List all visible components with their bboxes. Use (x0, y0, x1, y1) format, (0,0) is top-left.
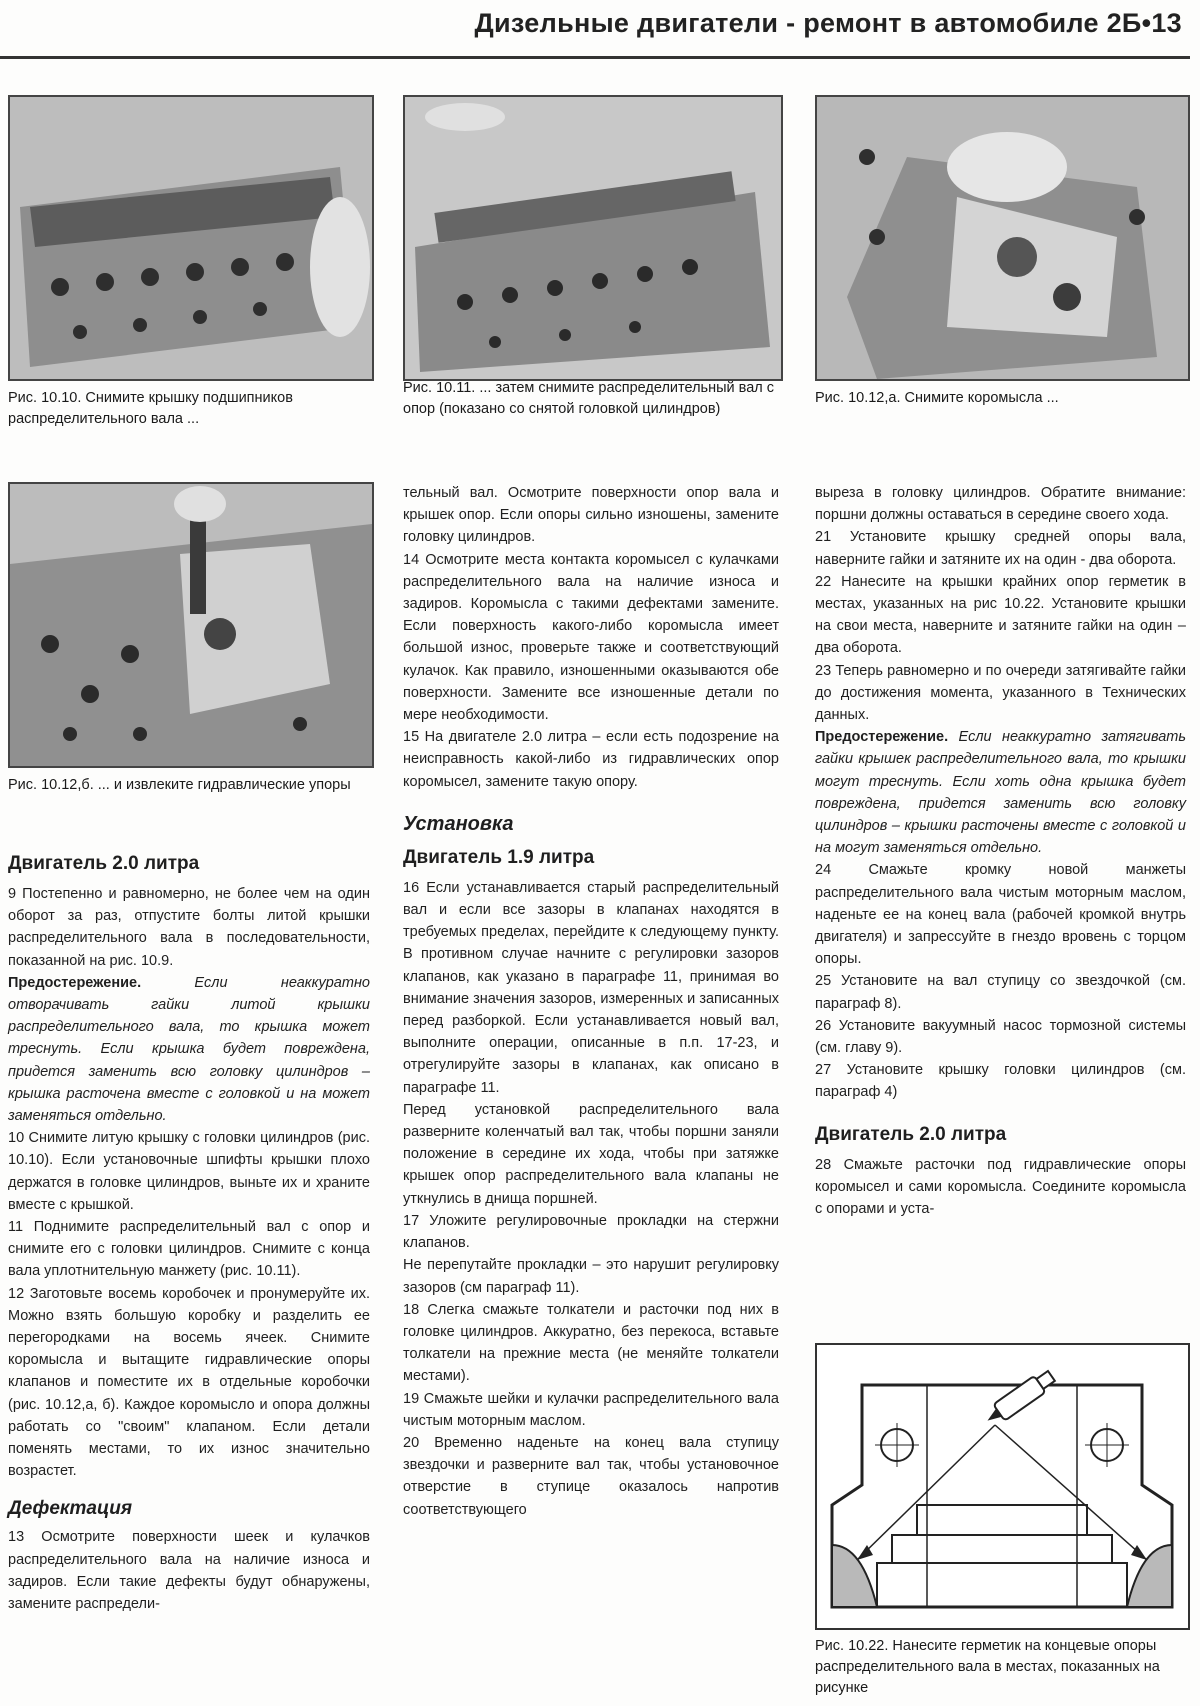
paragraph-16b: Перед установкой распределительного вала разверните коленчатый вал так, чтобы поршни заняли положение в середине их хода, чтобы при затяжке крышек опор распределительного вала клапаны не уткнулись в днища поршней. (403, 1101, 779, 1207)
paragraph-23: 23 Теперь равномерно и по очереди затягивайте гайки до достижения момента, указанного в Технических данных. (815, 662, 1186, 724)
text-column-2 (403, 482, 779, 1521)
paragraph-27: 27 Установите крышку головки цилиндров (см. параграф 4) (815, 1062, 1186, 1101)
caption-fig-10-11: Рис. 10.11. ... затем снимите распределительный вал с опор (показано со снятой головкой цилиндров) (403, 380, 775, 417)
heading-engine-2-0-b: Двигатель 2.0 литра (815, 1123, 1007, 1145)
warning-text: Если неаккуратно отворачивать гайки литой крышки распределительного вала, то крышка может треснуть. Если крышка будет повреждена, придется заменить всю головку цилиндров – крышка расточена вместе с головкой и на может заменяться отдельно. (8, 974, 370, 1125)
heading-engine-2-0: Двигатель 2.0 литра (8, 853, 200, 874)
paragraph-20: 20 Временно наденьте на конец вала ступицу звездочки и разверните вал так, чтобы установочное отверстие в ступице оказалось напротив соответствующего (403, 1434, 779, 1518)
text-column-1 (8, 851, 370, 1615)
paragraph-14: 14 Осмотрите места контакта коромысел с кулачками распределительного вала на наличие износа и задиров. Коромысла с такими дефектами замените. Если поверхность какого-либо коромысла имеет большой износ, проверьте также и соответствующий кулачок. Как правило, изношенными оказываются обе поверхности. Замените все изношенные детали по мере необходимости. (403, 551, 779, 724)
photo-fig-10-11 (403, 95, 783, 381)
photo-fig-10-12b (8, 482, 374, 768)
paragraph-13: 13 Осмотрите поверхности шеек и кулачков распределительного вала на наличие износа и задиров. Если такие дефекты будут обнаружены, замените распредели- (8, 1529, 370, 1613)
warning-2 (815, 726, 1186, 859)
paragraph-21: 21 Установите крышку средней опоры вала, наверните гайки и затяните их на один - два оборота. (815, 529, 1186, 568)
caption-fig-10-12b: Рис. 10.12,б. ... и извлеките гидравлические упоры (8, 777, 351, 793)
paragraph-26: 26 Установите вакуумный насос тормозной системы (см. главу 9). (815, 1017, 1186, 1057)
paragraph-20-cont: выреза в головку цилиндров. Обратите внимание: поршни должны оставаться в середине своего хода. (815, 485, 1186, 524)
paragraph-25: 25 Установите на вал ступицу со звездочкой (см. параграф 8). (815, 973, 1186, 1012)
page-header (0, 0, 1200, 62)
paragraph-24: 24 Смажьте кромку новой манжеты распределительного вала чистым моторным маслом, наденьте ее на конец вала (рабочей кромкой внутрь двигателя) и запрессуйте в гнездо вровень с торцом опоры. (815, 862, 1186, 968)
warning-label: Предостережение. (8, 974, 142, 991)
paragraph-15: 15 На двигателе 2.0 литра – если есть подозрение на неисправность какой-либо из гидравлических опор коромысел, замените такую опору. (403, 729, 779, 790)
caption-fig-10-10: Рис. 10.10. Снимите крышку подшипников распределительного вала ... (8, 390, 293, 427)
warning-1 (8, 972, 370, 1127)
hydraulic-tappet-photo (10, 484, 372, 766)
paragraph-16: 16 Если устанавливается старый распределительный вал и если все зазоры в клапанах находятся в требуемых пределах, перейдите к следующему пункту. В противном случае начните с регулировки зазоров клапанов, как указано в параграфе 11, принимая во внимание значения зазоров, измеренных и записанных перед разборкой. Если устанавливается новый вал, выполните операции, описанные в п.п. 17-23, и отрегулируйте зазоры в клапанах, как описано в параграфе 11. (403, 879, 779, 1096)
header-divider (0, 56, 1190, 59)
page-title: Дизельные двигатели - ремонт в автомобиле 2Б•13 (474, 8, 1182, 38)
warning-label: Предостережение. (815, 729, 949, 746)
photo-fig-10-12a (815, 95, 1190, 381)
warning-text: Если неаккуратно затягивать гайки крышек распределительного вала, то крышки могут треснуть. Если хоть одна крышка будет повреждена, придется заменить всю головку цилиндров – крышки расточены вместе с головкой и на могут заменяться отдельно. (815, 729, 1186, 857)
heading-install: Установка (403, 812, 514, 835)
engine-head-photo (10, 97, 372, 379)
diagram-fig-10-22 (815, 1343, 1190, 1630)
caption-fig-10-12a: Рис. 10.12,а. Снимите коромысла ... (815, 390, 1059, 406)
paragraph-17: 17 Уложите регулировочные прокладки на стержни клапанов. (403, 1212, 779, 1252)
paragraph-18: 18 Слегка смажьте толкатели и расточки под них в головке цилиндров. Аккуратно, без перекоса, вставьте толкатели на прежние места (не меняйте толкатели местами). (403, 1301, 779, 1385)
text-column-3 (815, 482, 1186, 1220)
heading-defect: Дефектация (8, 1498, 133, 1520)
paragraph-12: 12 Заготовьте восемь коробочек и пронумеруйте их. Можно взять большую коробку и разделить ее перегородками на восемь ячеек. Снимите коромысла и вытащите гидравлические опоры клапанов и поместите их в отдельные коробочки (рис. 10.12,а, б). Каждое коромысло и опора должны работать со "своим" клапаном. Если детали поменять местами, то их износ значительно возрастет. (8, 1285, 370, 1480)
paragraph-22: 22 Нанесите на крышки крайних опор герметик в местах, указанных на рис 10.22. Установите крышки на свои места, наверните и затяните гайки на один – два оборота. (815, 573, 1186, 657)
camshaft-end-cap-diagram (817, 1345, 1188, 1628)
caption-fig-10-22: Рис. 10.22. Нанесите герметик на концевые опоры распределительного вала в местах, показанных на рисунке (815, 1638, 1160, 1696)
paragraph-19: 19 Смажьте шейки и кулачки распределительного вала чистым моторным маслом. (403, 1390, 779, 1429)
photo-fig-10-10 (8, 95, 374, 381)
paragraph-17b: Не перепутайте прокладки – это нарушит регулировку зазоров (см параграф 11). (403, 1257, 779, 1296)
paragraph-13-cont: тельный вал. Осмотрите поверхности опор вала и крышек опор. Если опоры сильно изношены, замените головку цилиндров. (403, 485, 779, 546)
paragraph-28: 28 Смажьте расточки под гидравлические опоры коромысел и сами коромысла. Соедините коромысла с опорами и уста- (815, 1156, 1186, 1218)
rocker-removal-photo (817, 97, 1188, 379)
camshaft-removal-photo (405, 97, 781, 379)
heading-engine-1-9: Двигатель 1.9 литра (403, 846, 595, 868)
paragraph-10: 10 Снимите литую крышку с головки цилиндров (рис. 10.10). Если установочные шпифты крышки плохо держатся в головке цилиндров, выньте их и храните вместе с крышкой. (8, 1130, 370, 1213)
paragraph-9: 9 Постепенно и равномерно, не более чем на один оборот за раз, отпустите болты литой крышки распределительного вала в последовательности, показанной на рис. 10.9. (8, 886, 370, 969)
paragraph-11: 11 Поднимите распределительный вал с опор и снимите его с головки цилиндров. Снимите с конца вала уплотнительную манжету (рис. 10.11). (8, 1219, 370, 1280)
